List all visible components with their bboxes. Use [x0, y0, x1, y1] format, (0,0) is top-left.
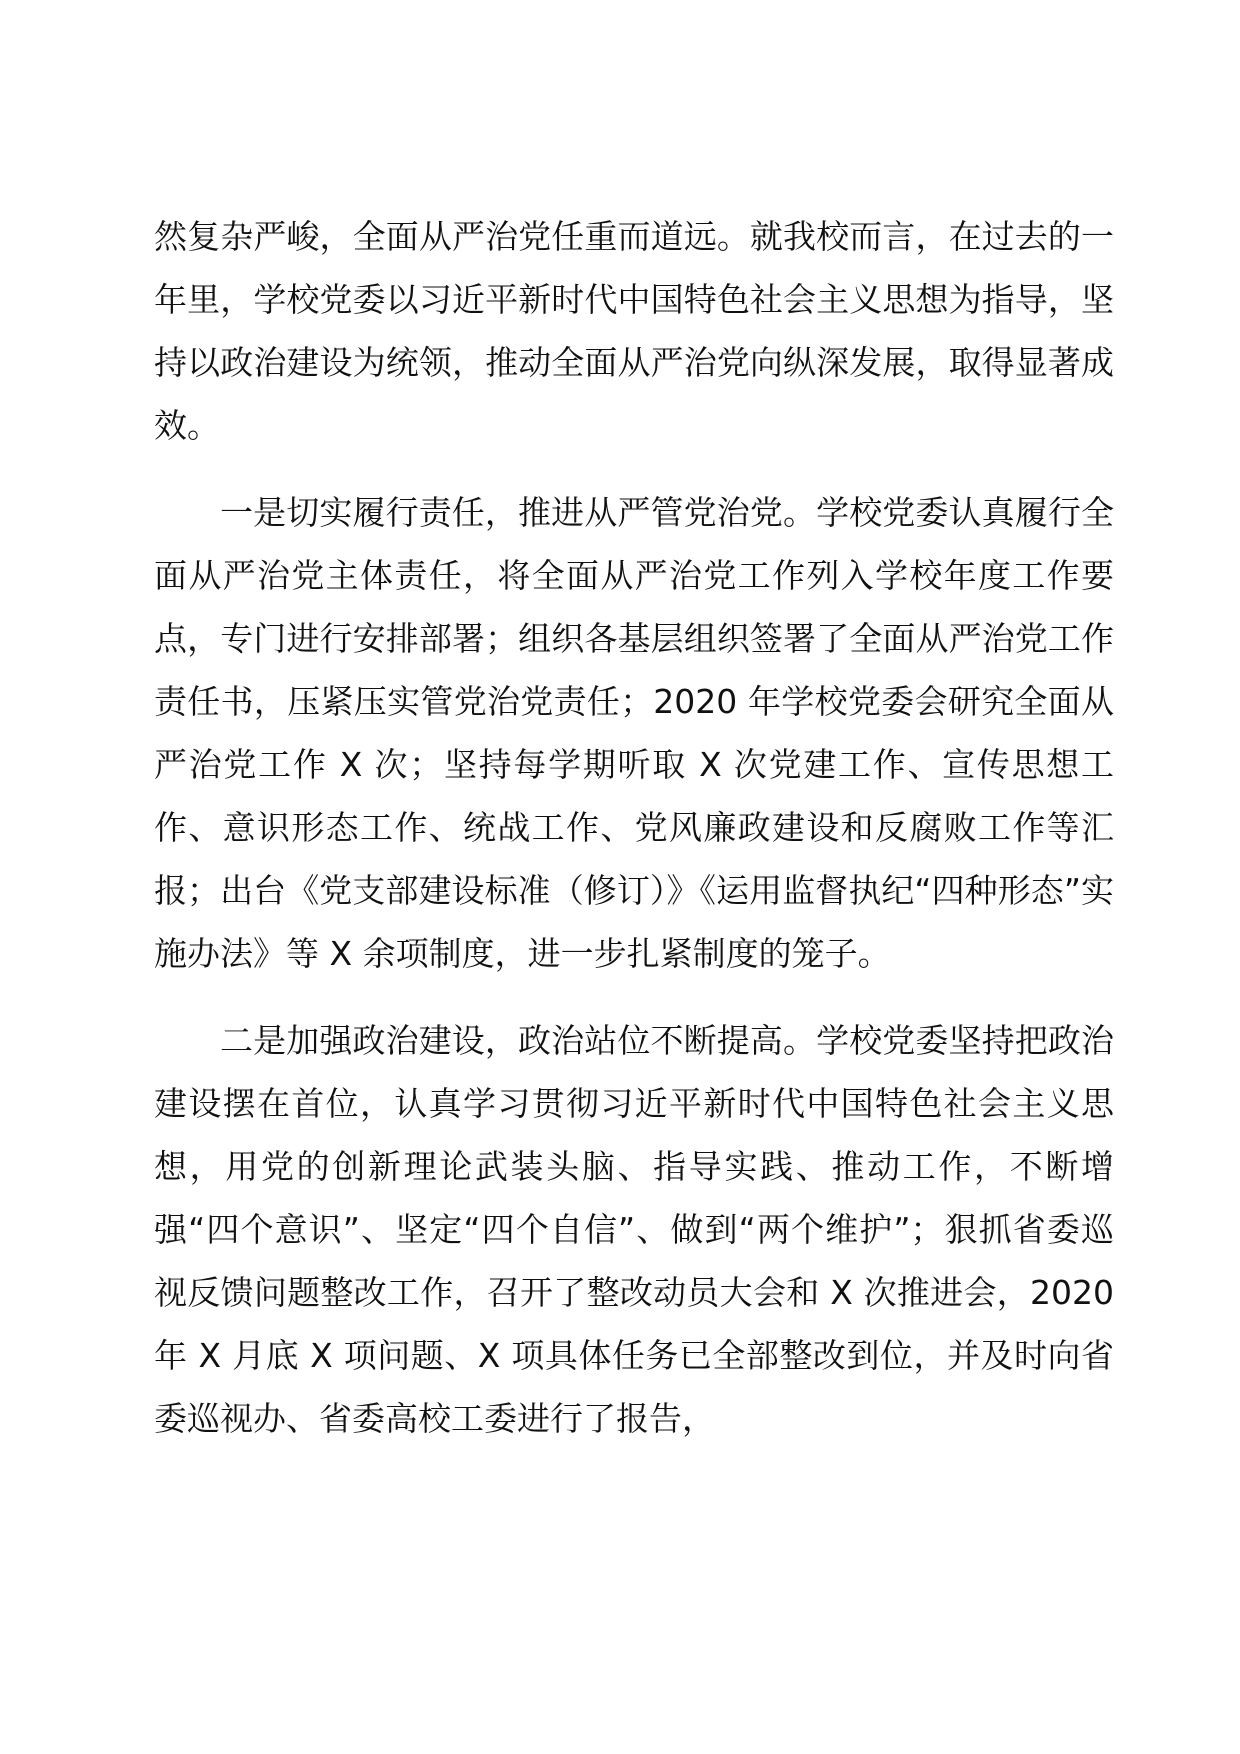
document-body — [154, 205, 1114, 1474]
paragraph-political-construction: 二是加强政治建设，政治站位不断提高。学校党委坚持把政治建设摆在首位，认真学习贯彻习近平新时代中国特色社会主义思想，用党的创新理论武装头脑、指导实践、推动工作，不断增强“四个意识”、坚定“四个自信”、做到“两个维护”；狠抓省委巡视反馈问题整改工作，召开了整改动员大会和 X 次推进会，2020 年 X 月底 X 项问题、X 项具体任务已全部整改到位，并及时向省委巡视办、省委高校工委进行了报告， — [154, 1021, 1114, 1438]
paragraph-fulfill-responsibility: 一是切实履行责任，推进从严管党治党。学校党委认真履行全面从严治党主体责任，将全面从严治党工作列入学校年度工作要点，专门进行安排部署；组织各基层组织签署了全面从严治党工作责任书，压紧压实管党治党责任；2020 年学校党委会研究全面从严治党工作 X 次；坚持每学期听取 X 次党建工作、宣传思想工作、意识形态工作、统战工作、党风廉政建设和反腐败工作等汇报；出台《党支部建设标准（修订）》《运用监督执纪“四种形态”实施办法》等 X 余项制度，进一步扎紧制度的笼子。 — [154, 493, 1114, 973]
paragraph-continuation: 然复杂严峻，全面从严治党任重而道远。就我校而言，在过去的一年里，学校党委以习近平新时代中国特色社会主义思想为指导，坚持以政治建设为统领，推动全面从严治党向纵深发展，取得显著成效。 — [154, 217, 1114, 445]
